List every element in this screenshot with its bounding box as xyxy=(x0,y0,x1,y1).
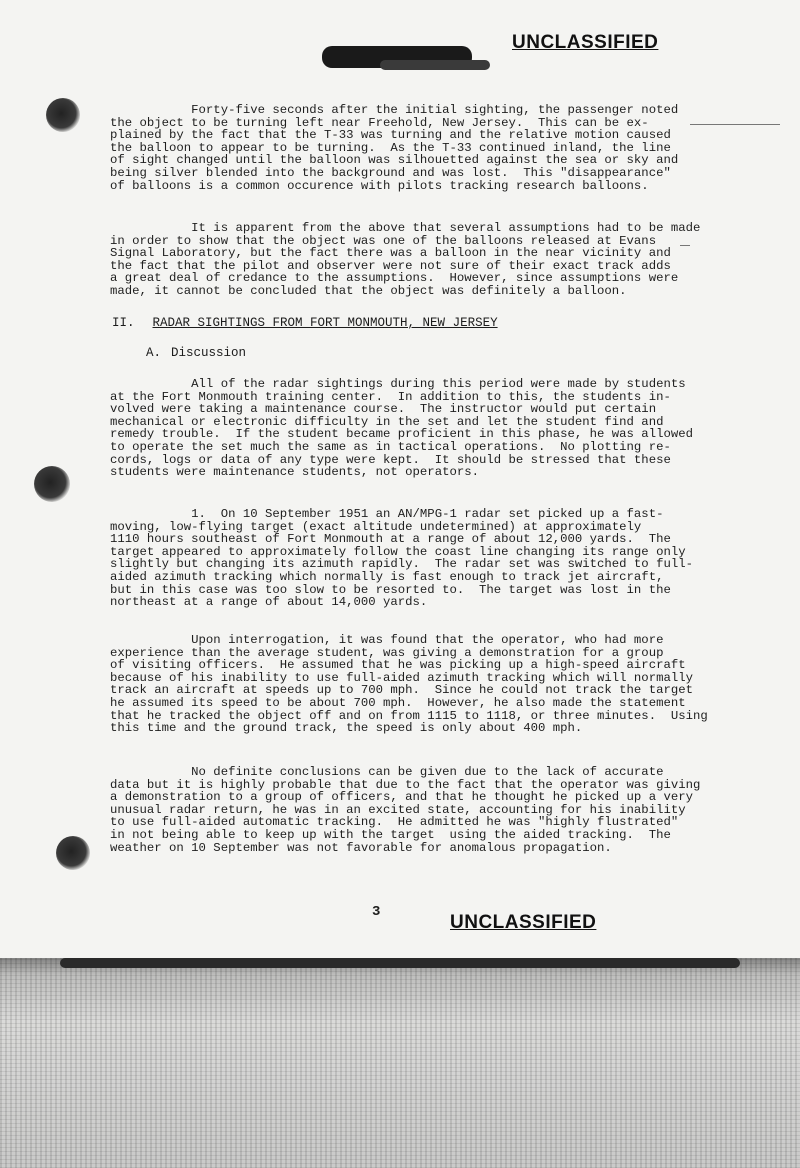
paragraph-interrogation: Upon interrogation, it was found that the operator, who had more experience than the average student, was giving a demonstration for a group of visiting officers. He assumed that he was picking up a high-speed aircraft because of his inability to use full-aided azimuth tracking which will normally track an aircraft at speeds up to 700 mph. Since he could not track the target he assumed its speed to be about 700 mph. However, he also made the statement that he tracked the object off and on from 1115 to 1118, or three minutes. Using this time and the ground track, the speed is only about 400 mph. xyxy=(110,633,708,736)
redaction-bar-top-secondary xyxy=(380,60,490,70)
classification-marking-top: UNCLASSIFIED xyxy=(512,32,659,53)
classification-marking-bottom: UNCLASSIFIED xyxy=(450,912,597,933)
paragraph-radar-students: All of the radar sightings during this period were made by students at the Fort Monmouth training center. In addition to this, the students in- volved were taking a maintenance course. The instructor would put certain mechanical or electronic difficulty in the set and let the student find and remedy trouble. If the student became proficient in this phase, he was allowed to operate the set much the same as in tactical operations. No plotting re- cords, logs or data of any type were kept. It should be stressed that these students were maintenance students, not operators. xyxy=(110,377,693,480)
punch-hole-top xyxy=(46,98,80,132)
subsection-number: A. xyxy=(146,346,162,360)
paragraph-balloon-turning: Forty-five seconds after the initial sighting, the passenger noted the object to be turning left near Freehold, New Jersey. This can be ex- plained by the fact that the T-33 was turning and the relative motion caused the balloon to appear to be turning. As the T-33 continued inland, the line of sight changed until the balloon was silhouetted against the sea or sky and being silver blended into the background and was lost. This "disappearance" of balloons is a common occurence with pilots tracking research balloons. xyxy=(110,103,679,193)
subsection-heading xyxy=(146,346,246,360)
scan-noise-strip xyxy=(0,958,800,1168)
paragraph-sighting-1: 1. On 10 September 1951 an AN/MPG-1 radar set picked up a fast- moving, low-flying target (exact altitude undetermined) at approximately 1110 hours southeast of Fort Monmouth at a range of about 12,000 yards. The target appeared to approximately follow the coast line changing its range only slightly but changing its azimuth rapidly. The radar set was switched to full- aided azimuth tracking which normally is fast enough to track jet aircraft, but in this case was too slow to be resorted to. The target was lost in the northeast at a range of about 14,000 yards. xyxy=(110,507,693,610)
paragraph-assumptions: It is apparent from the above that several assumptions had to be made in order to show that the object was one of the balloons released at Evans Signal Laboratory, but the fact there was a balloon in the near vicinity and the fact that the pilot and observer were not sure of their exact track adds a great deal of credance to the assumptions. However, since assumptions were made, it cannot be concluded that the object was definitely a balloon. xyxy=(110,221,701,298)
page-number: 3 xyxy=(372,904,381,920)
section-number: II. xyxy=(112,316,135,330)
punch-hole-middle xyxy=(34,466,70,502)
section-heading xyxy=(112,316,498,330)
subsection-title: Discussion xyxy=(171,346,247,360)
redaction-bar-bottom xyxy=(60,958,740,968)
punch-hole-bottom xyxy=(56,836,90,870)
section-title: RADAR SIGHTINGS FROM FORT MONMOUTH, NEW JERSEY xyxy=(152,316,498,330)
paragraph-conclusions: No definite conclusions can be given due to the lack of accurate data but it is highly probable that due to the fact that the operator was giving a demonstration to a group of officers, and that he thought he picked up a very unusual radar return, he was in an excited state, accounting for his inability to use full-aided automatic tracking. He admitted he was "highly flustrated" in not being able to keep up with the target using the aided tracking. The weather on 10 September was not favorable for anomalous propagation. xyxy=(110,765,701,855)
